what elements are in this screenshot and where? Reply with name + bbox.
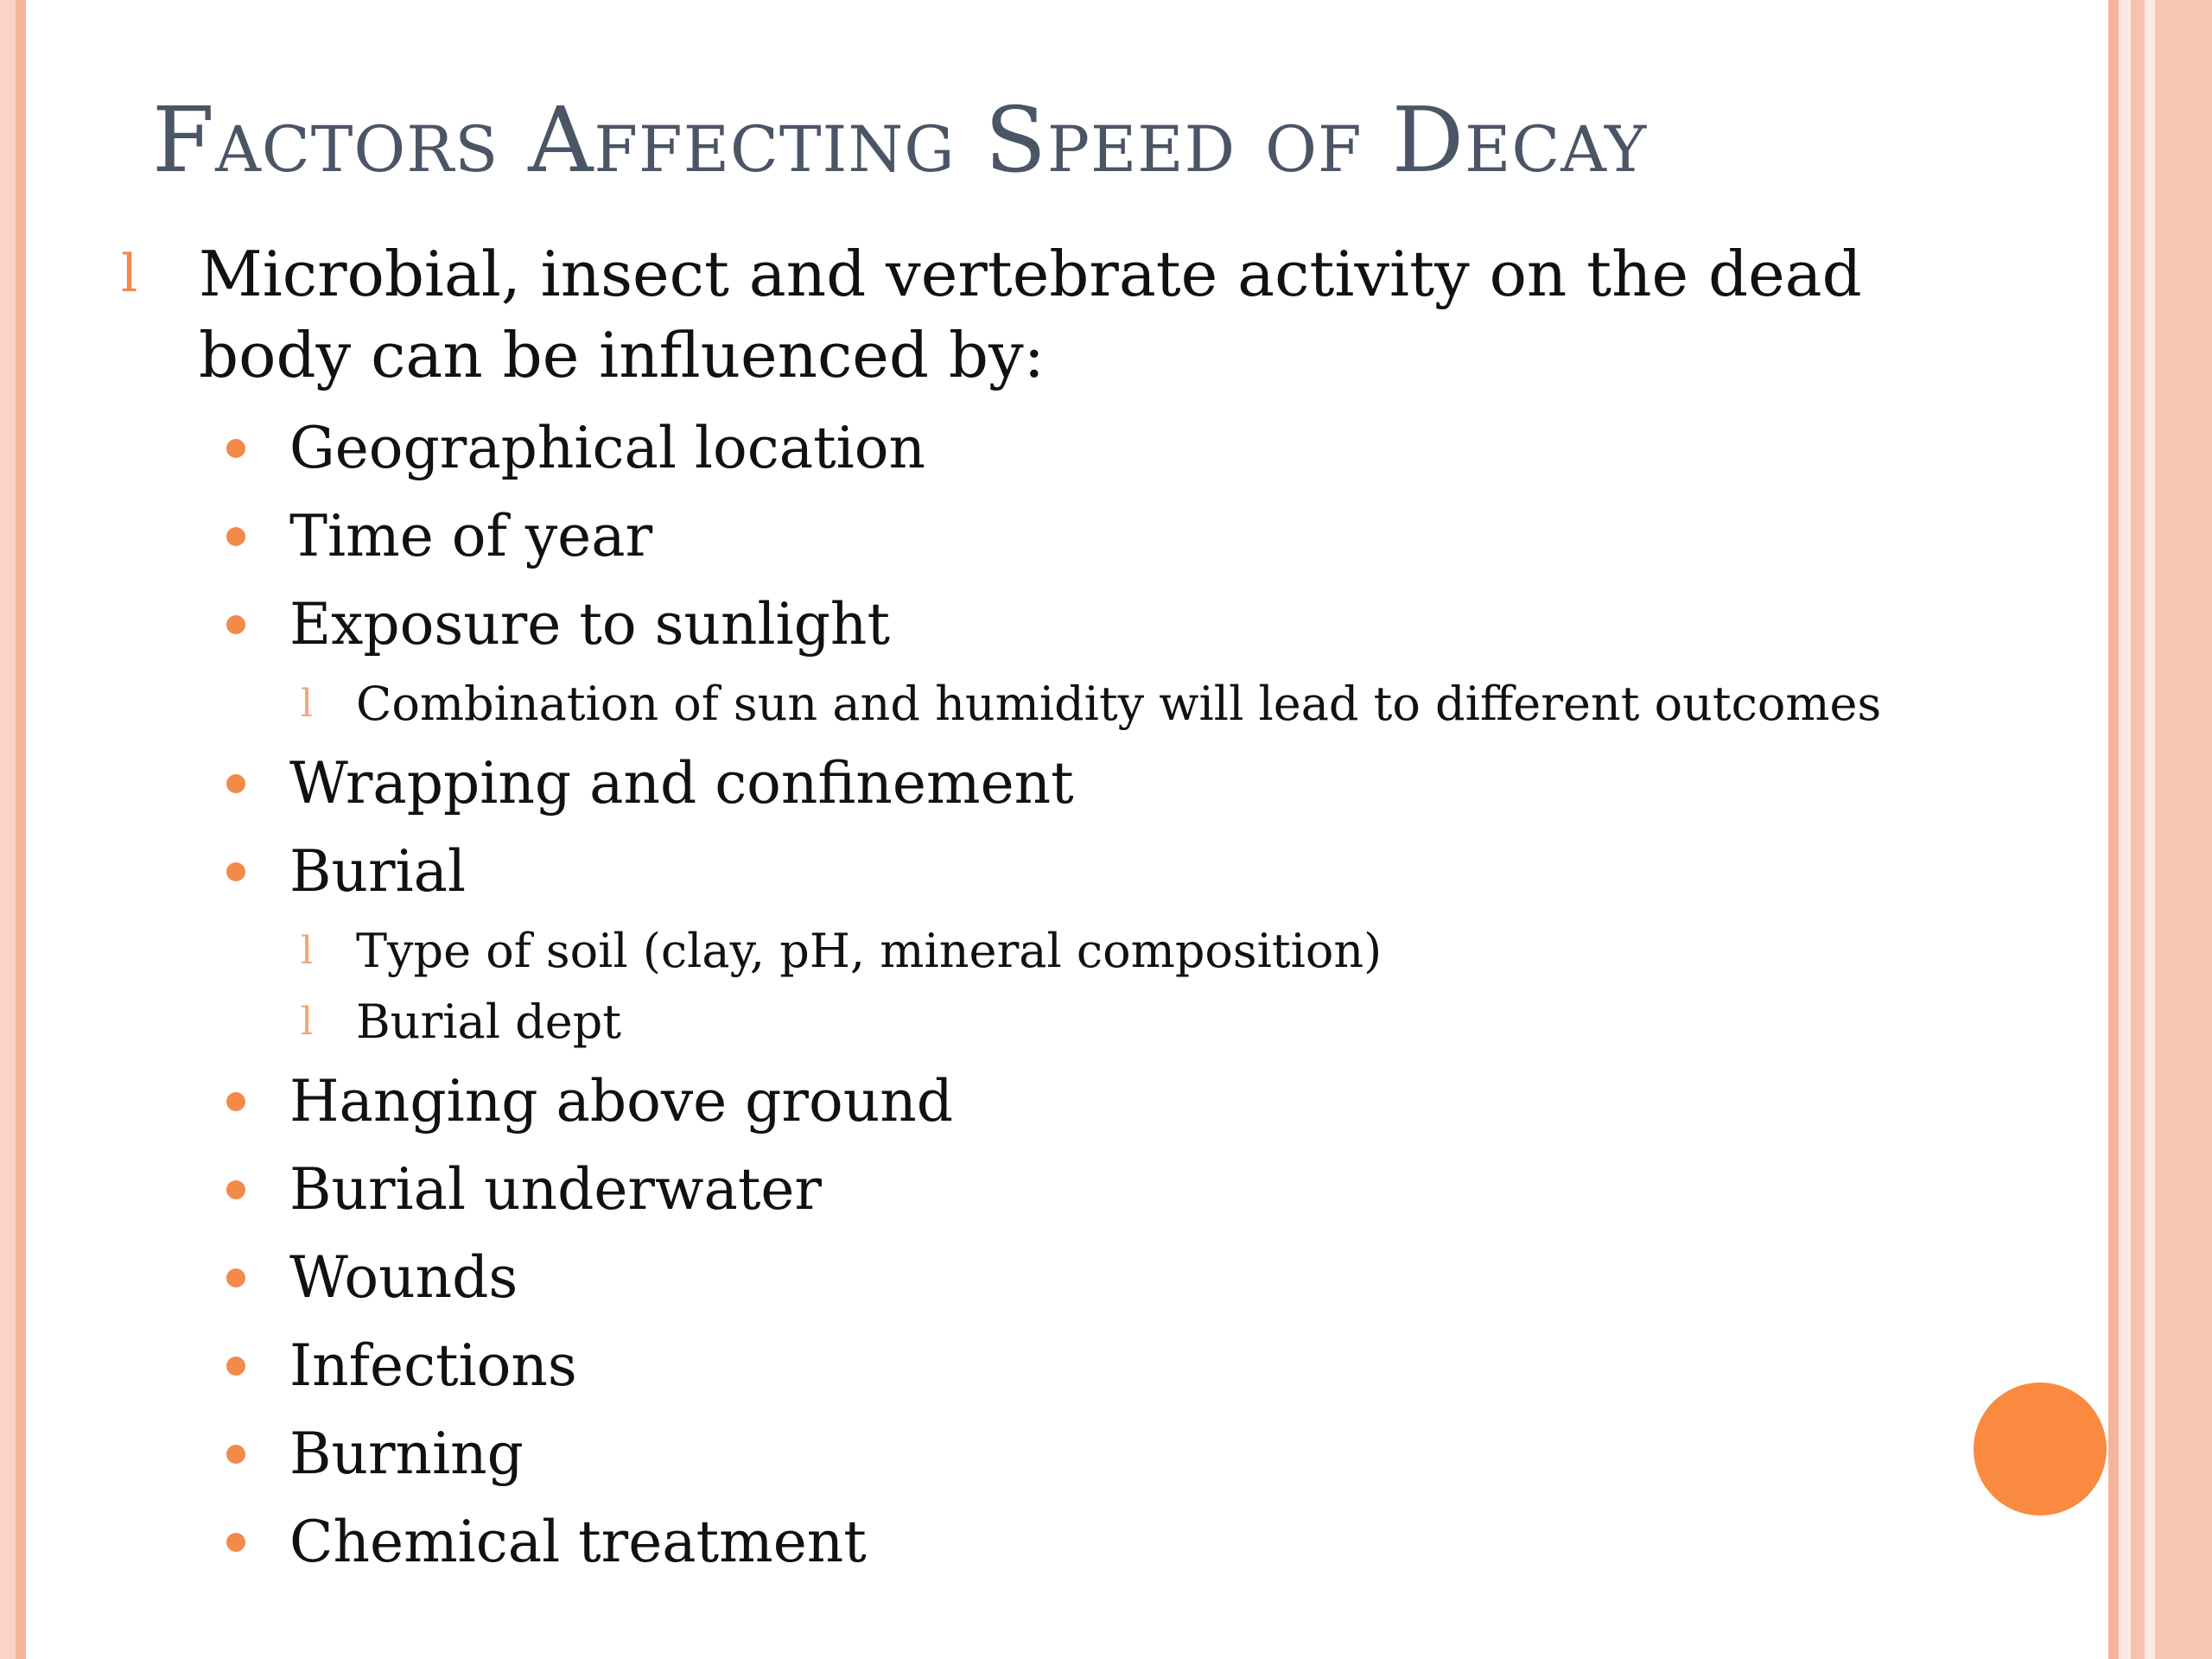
right-border-gap bbox=[2119, 0, 2131, 1659]
bullet-item bbox=[121, 1234, 2022, 1322]
bullet-dot-icon bbox=[226, 774, 245, 793]
bullet-text: Time of year bbox=[289, 503, 653, 569]
right-border-stripe bbox=[2108, 0, 2119, 1659]
bullet-dot-icon bbox=[226, 1268, 245, 1287]
bullet-text: Burial underwater bbox=[289, 1156, 822, 1223]
bullet-item bbox=[121, 1146, 2022, 1234]
bullet-item bbox=[121, 1410, 2022, 1498]
bullet-item bbox=[121, 493, 2022, 581]
right-border-gap-2 bbox=[2145, 0, 2155, 1659]
bullet-dot-icon bbox=[226, 615, 245, 634]
bullet-text: Wrapping and confinement bbox=[289, 750, 1074, 817]
bullet-item bbox=[121, 404, 2022, 493]
decorative-circle bbox=[1974, 1382, 2107, 1516]
slide-body bbox=[121, 233, 2022, 1586]
bullet-item bbox=[121, 740, 2022, 828]
bullet-item bbox=[121, 581, 2022, 669]
level1-bullet-icon: l bbox=[121, 244, 138, 304]
bullet-dot-icon bbox=[226, 862, 245, 881]
sub-bullet-item bbox=[121, 916, 2022, 987]
sub-bullet-text: Type of soil (clay, pH, mineral composition) bbox=[356, 924, 1382, 978]
bullet-dot-icon bbox=[226, 1180, 245, 1199]
sub-bullet-icon: l bbox=[301, 929, 314, 973]
bullet-dot-icon bbox=[226, 439, 245, 458]
bullet-dot-icon bbox=[226, 527, 245, 546]
sub-bullet-item bbox=[121, 987, 2022, 1058]
sub-bullet-text: Burial dept bbox=[356, 995, 621, 1049]
bullet-text: Chemical treatment bbox=[289, 1509, 867, 1575]
right-border-band bbox=[2155, 0, 2212, 1659]
bullet-text: Burial bbox=[289, 838, 467, 905]
left-border-stripe bbox=[0, 0, 16, 1659]
intro-text: Microbial, insect and vertebrate activity on the dead body can be influenced by: bbox=[199, 238, 1862, 391]
sub-bullet-item bbox=[121, 669, 2022, 740]
bullet-dot-icon bbox=[226, 1445, 245, 1464]
slide-title: Factors Affecting Speed of Decay bbox=[152, 87, 1648, 193]
bullet-text: Geographical location bbox=[289, 415, 925, 481]
bullet-text: Wounds bbox=[289, 1244, 518, 1311]
bullet-dot-icon bbox=[226, 1533, 245, 1552]
sub-bullet-icon: l bbox=[301, 1000, 314, 1044]
bullet-item bbox=[121, 1498, 2022, 1586]
bullet-text: Hanging above ground bbox=[289, 1068, 953, 1135]
bullet-item bbox=[121, 1058, 2022, 1146]
bullet-text: Infections bbox=[289, 1332, 577, 1399]
bullet-text: Burning bbox=[289, 1421, 524, 1487]
bullet-item bbox=[121, 828, 2022, 916]
left-border-stripe-inner bbox=[16, 0, 26, 1659]
bullet-list bbox=[121, 404, 2022, 1586]
sub-bullet-icon: l bbox=[301, 682, 314, 726]
right-border-stripe-middle bbox=[2131, 0, 2145, 1659]
bullet-dot-icon bbox=[226, 1092, 245, 1111]
sub-bullet-text: Combination of sun and humidity will lead to different outcomes bbox=[356, 677, 1882, 731]
bullet-item bbox=[121, 1322, 2022, 1410]
bullet-dot-icon bbox=[226, 1357, 245, 1376]
intro-paragraph bbox=[121, 233, 2022, 396]
bullet-text: Exposure to sunlight bbox=[289, 591, 890, 658]
